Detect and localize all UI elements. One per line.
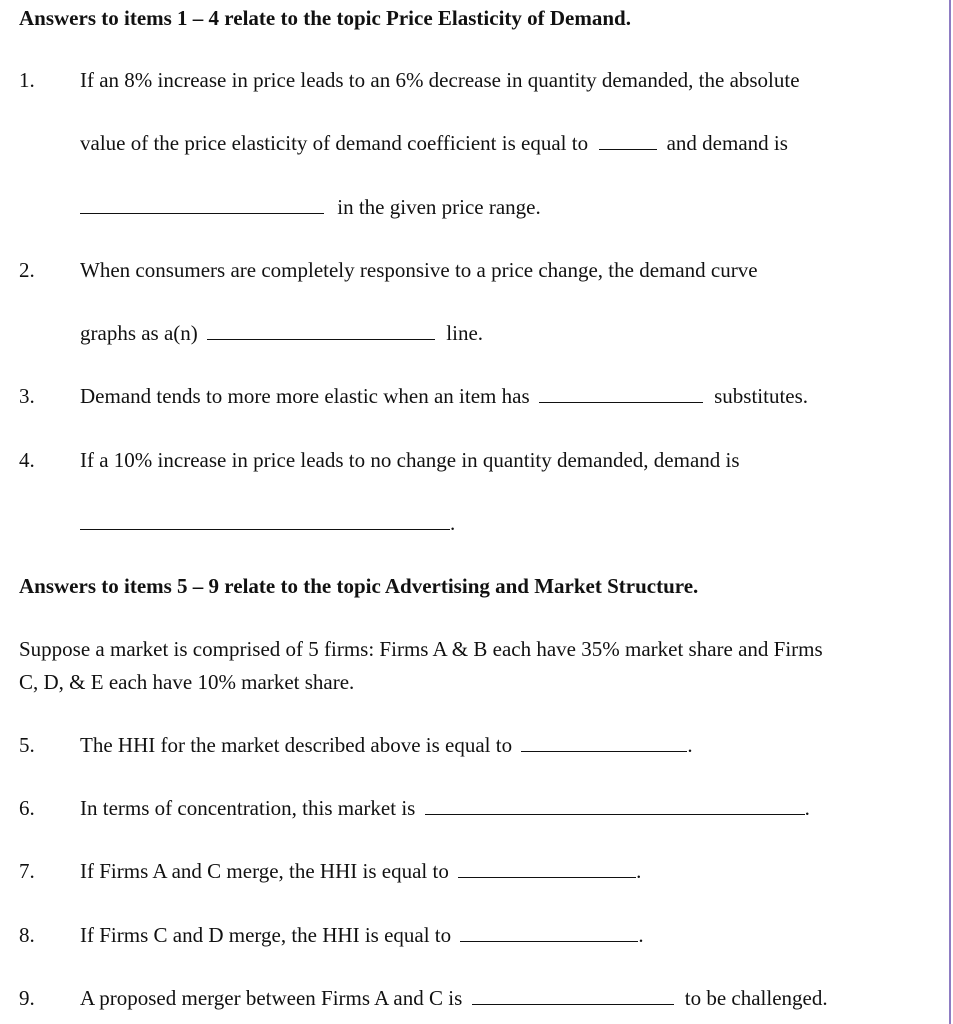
item-5-end: .: [687, 733, 693, 757]
section2-intro-line2: C, D, & E each have 10% market share.: [19, 670, 355, 694]
item-7-blank-hhi[interactable]: [458, 859, 636, 878]
item-3-text-a: Demand tends to more more elastic when an item has: [80, 384, 530, 408]
item-7-line: [80, 859, 641, 883]
item-2-line1: When consumers are completely responsive to a price change, the demand curve: [80, 258, 758, 282]
item-7-text: If Firms A and C merge, the HHI is equal to: [80, 859, 449, 883]
item-1-line1: If an 8% increase in price leads to an 6% decrease in quantity demanded, the absolute: [80, 68, 800, 92]
item-6-text: In terms of concentration, this market is: [80, 796, 416, 820]
item-2-line2: [80, 321, 483, 345]
section2-heading: Answers to items 5 – 9 relate to the topic Advertising and Market Structure.: [19, 574, 699, 598]
section1-heading: Answers to items 1 – 4 relate to the topic Price Elasticity of Demand.: [19, 6, 631, 30]
item-6-blank-concentration[interactable]: [425, 796, 805, 815]
item-1-line3: [80, 195, 541, 219]
item-8-blank-hhi[interactable]: [460, 923, 638, 942]
item-5-blank-hhi[interactable]: [521, 733, 687, 752]
item-7-end: .: [636, 859, 642, 883]
item-4-line1: If a 10% increase in price leads to no change in quantity demanded, demand is: [80, 448, 740, 472]
item-4-line2: [80, 511, 455, 535]
item-1-number: 1.: [19, 68, 35, 92]
item-6-number: 6.: [19, 796, 35, 820]
item-3-text-b: substitutes.: [714, 384, 809, 408]
item-2-blank-line-type[interactable]: [207, 321, 435, 340]
item-1-blank-coefficient[interactable]: [599, 131, 657, 150]
item-8-line: [80, 923, 644, 947]
page-right-border: [949, 0, 951, 1024]
item-3-number: 3.: [19, 384, 35, 408]
item-6-line: [80, 796, 810, 820]
item-9-end: to be challenged.: [684, 986, 828, 1010]
item-8-text: If Firms C and D merge, the HHI is equal to: [80, 923, 452, 947]
item-2-line2-text-b: line.: [446, 321, 484, 345]
item-2-number: 2.: [19, 258, 35, 282]
item-5-number: 5.: [19, 733, 35, 757]
item-9-number: 9.: [19, 986, 35, 1010]
item-1-blank-demand-type[interactable]: [80, 195, 324, 214]
item-2-line2-text-a: graphs as a(n): [80, 321, 198, 345]
section2-intro-line1: Suppose a market is comprised of 5 firms: Firms A & B each have 35% market share and Firms: [19, 637, 823, 661]
item-3-line1: [80, 384, 808, 408]
item-1-line2-text-b: and demand is: [666, 131, 788, 155]
item-4-end-punct: .: [450, 511, 456, 535]
item-5-text: The HHI for the market described above is equal to: [80, 733, 513, 757]
item-3-blank-substitutes[interactable]: [539, 384, 703, 403]
item-1-line2: [80, 131, 788, 155]
item-1-line2-text-a: value of the price elasticity of demand coefficient is equal to: [80, 131, 589, 155]
item-9-line: [80, 986, 828, 1010]
item-7-number: 7.: [19, 859, 35, 883]
item-9-blank-likelihood[interactable]: [472, 986, 674, 1005]
item-9-text: A proposed merger between Firms A and C is: [80, 986, 463, 1010]
item-8-number: 8.: [19, 923, 35, 947]
item-4-blank-demand-type[interactable]: [80, 511, 450, 530]
item-1-line3-text: in the given price range.: [337, 195, 541, 219]
item-8-end: .: [638, 923, 644, 947]
item-5-line: [80, 733, 693, 757]
item-6-end: .: [804, 796, 810, 820]
item-4-number: 4.: [19, 448, 35, 472]
